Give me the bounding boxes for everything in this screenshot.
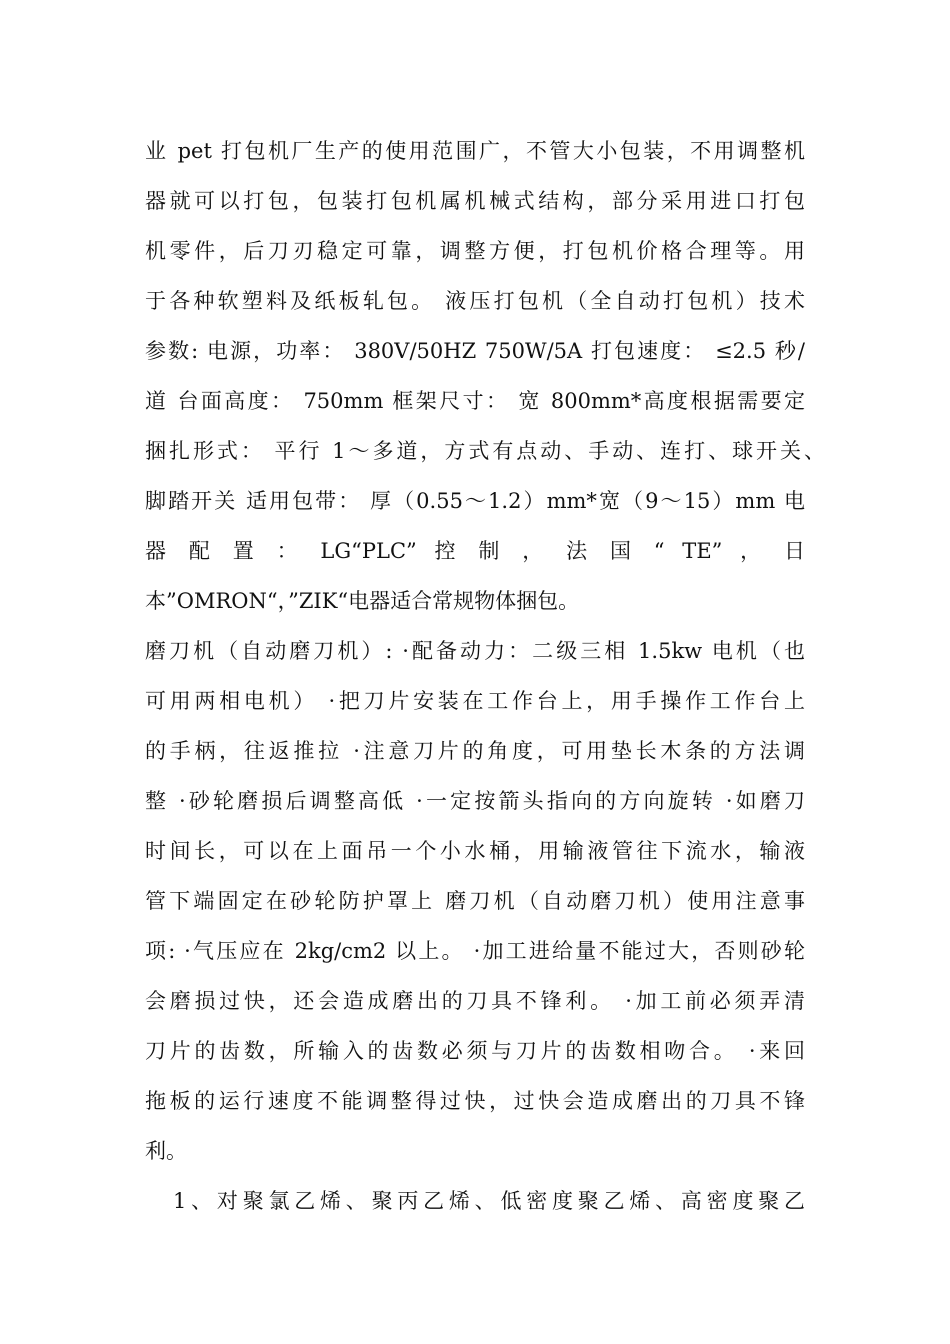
text-line: 时间长，可以在上面吊一个小水桶，用输液管往下流水，输液 [145, 839, 805, 863]
text-line: 于各种软塑料及纸板轧包。 液压打包机（全自动打包机）技术 [145, 289, 805, 313]
text-line: 捆扎形式： 平行 1～多道，方式有点动、手动、连打、球开关、 [145, 439, 825, 463]
text-line: 可用两相电机） ·把刀片安装在工作台上，用手操作工作台上 [145, 689, 805, 713]
text-line: 参数: 电源，功率： 380V/50HZ 750W/5A 打包速度： ≤2.5 秒/ [145, 339, 805, 363]
text-line: 拖板的运行速度不能调整得过快，过快会造成磨出的刀具不锋 [145, 1089, 805, 1113]
text-line: 管下端固定在砂轮防护罩上 磨刀机（自动磨刀机）使用注意事 [145, 889, 805, 913]
text-line: 器 配 置 ： LG“PLC” 控 制 ， 法 国 “ TE” ， 日 [145, 539, 805, 563]
text-line: 刀片的齿数，所输入的齿数必须与刀片的齿数相吻合。 ·来回 [145, 1039, 805, 1063]
text-line: 机零件，后刀刃稳定可靠，调整方便，打包机价格合理等。用 [145, 239, 805, 263]
text-line: 道 台面高度： 750mm 框架尺寸： 宽 800mm*高度根据需要定 [145, 389, 805, 413]
text-line: 会磨损过快，还会造成磨出的刀具不锋利。 ·加工前必须弄清 [145, 989, 805, 1013]
text-line: 1、对聚氯乙烯、聚丙乙烯、低密度聚乙烯、高密度聚乙 [173, 1189, 805, 1213]
text-line: 本”OMRON“，”ZIK“电器适合常规物体捆包。 [145, 589, 580, 613]
text-line: 整 ·砂轮磨损后调整高低 ·一定按箭头指向的方向旋转 ·如磨刀 [145, 789, 805, 813]
text-line: 的手柄，往返推拉 ·注意刀片的角度，可用垫长木条的方法调 [145, 739, 805, 763]
text-line: 业 pet 打包机厂生产的使用范围广，不管大小包装，不用调整机 [145, 139, 805, 163]
text-line: 磨刀机（自动磨刀机）: ·配备动力：二级三相 1.5kw 电机（也 [145, 639, 805, 663]
text-line: 利。 [145, 1139, 187, 1163]
text-line: 项: ·气压应在 2kg/cm2 以上。 ·加工进给量不能过大，否则砂轮 [145, 939, 805, 963]
text-line: 脚踏开关 适用包带： 厚（0.55～1.2）mm*宽（9～15）mm 电 [145, 489, 805, 513]
text-line: 器就可以打包，包装打包机属机械式结构，部分采用进口打包 [145, 189, 805, 213]
